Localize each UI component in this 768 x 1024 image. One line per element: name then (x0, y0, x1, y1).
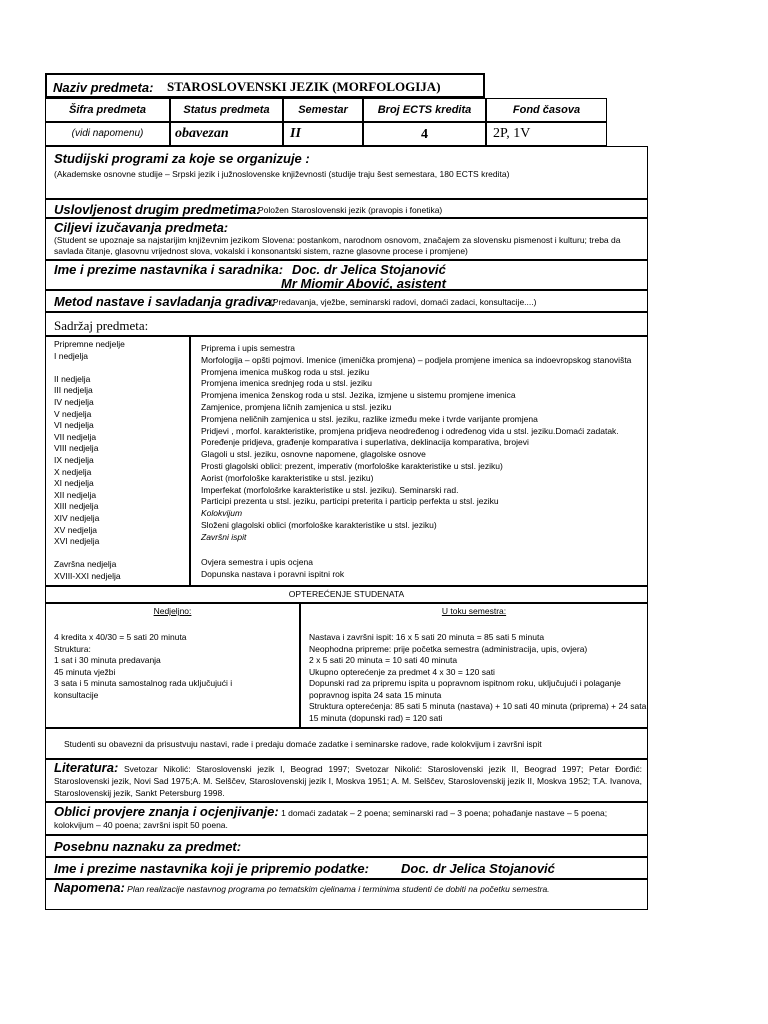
val-semestar (283, 122, 363, 146)
right-head: U toku semestra: (441, 606, 507, 616)
final-item: Ovjera semestra i upis ocjena (201, 557, 313, 567)
val-status-text: obavezan (175, 126, 229, 141)
load-semester-line: popravnog ispita 24 sata 15 minuta (309, 689, 442, 700)
topic-item: Poređenje pridjeva, građenje komparativa i superlativa, deklinacija komparativa, brojevi (201, 437, 529, 448)
val-sifra-text: (vidi napomenu) (71, 128, 144, 139)
ciljevi-text: (Student se upoznaje sa najstarijim književnim jezikom Slovena: postankom, narodnom osnovom, značajem za slovensku pismenost i kulturu; treba da savlada čitanje, glasovnu vrijednost slova, vokalski i konsonantski sistem, razne glasovne procese i promjene) (54, 235, 621, 256)
col-fond (486, 98, 607, 122)
literatura-label: Literatura: (54, 760, 119, 775)
load-weekly-line: 1 sat i 30 minuta predavanja (54, 655, 161, 665)
posebnu-section (45, 835, 648, 857)
week-label: XVI nedjelja (54, 536, 100, 547)
pripremio-section (45, 857, 648, 879)
load-semester-line: 15 minuta (dopunski rad) = 120 sati (309, 712, 443, 723)
posebnu-label: Posebnu naznaku za predmet: (54, 839, 242, 854)
topic-item: Promjena neličnih zamjenica u stsl. jeziku, razlike između meke i tvrde varijante promjena (201, 413, 538, 424)
val-fond (486, 122, 607, 146)
nastavnik-section (45, 260, 648, 290)
topic-item: Imperfekat (morfološrke karakteristike u stsl. jeziku). Seminarski rad. (201, 484, 459, 495)
load-semester-line: Neophodna pripreme: prije početka semestra (administracija, upis, ovjera) (309, 643, 588, 654)
week-label: XII nedjelja (54, 489, 97, 500)
ciljevi-section (45, 218, 648, 260)
week-label: XVIII-XXI nedjelja (54, 570, 121, 581)
week-label: IX nedjelja (54, 454, 94, 465)
col-semestar (283, 98, 363, 122)
sadrzaj-title: Sadržaj predmeta: (54, 318, 149, 333)
load-weekly-line: Struktura: (54, 643, 91, 654)
uslovljenost-text: Položen Staroslovenski jezik (pravopis i fonetika) (258, 205, 443, 215)
naziv-value: STAROSLOVENSKI JEZIK (MORFOLOGIJA) (167, 79, 441, 94)
val-semestar-text: II (290, 126, 301, 141)
week-label (54, 362, 125, 374)
topic-item: Aorist (morfološke karakteristike u stsl. jeziku) (201, 472, 374, 483)
load-semester-line: Nastava i završni ispit: 16 x 5 sati 20 minuta = 85 sati 5 minuta (309, 632, 545, 642)
val-ects (363, 122, 486, 146)
topic-item: Promjena imenica muškog roda u stsl. jeziku (201, 366, 370, 377)
naziv-row (45, 73, 485, 98)
week-label: Završna nedjelja (54, 559, 117, 570)
topic-item: Složeni glagolski oblici (morfološke karakteristike u stsl. jeziku) (201, 519, 437, 530)
load-semester-line: Dopunski rad za pripremu ispita u popravnom ispitnom roku, uključujući i polaganje (309, 678, 621, 688)
val-ects-text: 4 (421, 127, 428, 142)
load-weekly-line: 45 minuta vježbi (54, 666, 116, 677)
topic-item: Završni ispit (201, 531, 247, 542)
napomena-text: Plan realizacije nastavnog programa po tematskim cjelinama i terminima studenti će dobiti na početku semestra. (127, 884, 550, 894)
pripremio-label: Ime i prezime nastavnika koji je pripremio podatke: (54, 861, 369, 876)
napomena-block (54, 882, 642, 895)
week-label (54, 548, 125, 560)
col-status-label: Status predmeta (183, 104, 270, 116)
studijski-text: (Akademske osnovne studije – Srpski jezik i južnoslovenske književnosti (studije traju šest semestara, 180 ECTS kredita) (54, 169, 510, 179)
topic-item: Glagoli u stsl. jeziku, osnovne napomene, glagolske osnove (201, 449, 426, 460)
uslovljenost-section (45, 199, 648, 218)
sadrzaj-title-row (45, 312, 648, 336)
studijski-label: Studijski programi za koje se organizuje : (54, 151, 310, 166)
val-status (170, 122, 283, 146)
opterecenje-left (45, 603, 300, 728)
week-label: VIII nedjelja (54, 443, 99, 454)
week-label: XV nedjelja (54, 524, 98, 535)
week-label: III nedjelja (54, 385, 93, 396)
topic-item: Kolokvijum (201, 508, 243, 519)
obaveze-text: Studenti su obavezni da prisustvuju nastavi, rade i predaju domaće zadatke i seminarske radove, rade kolokvijum i završni ispit (64, 739, 542, 749)
weeks-column (45, 336, 190, 586)
opterecenje-title: OPTEREĆENJE STUDENATA (288, 589, 405, 599)
final-item: Dopunska nastava i poravni ispitni rok (201, 569, 345, 579)
literatura-block (54, 762, 642, 799)
topic-item: Promjena imenica ženskog roda u stsl. Jezika, izmjene u sistemu promjene imenica (201, 390, 516, 401)
oblici-label: Oblici provjere znanja i ocjenjivanje: (54, 804, 279, 819)
topic-item: Participi prezenta u stsl. jeziku, participi preterita i particip perfekta u stsl. jeziku (201, 496, 499, 507)
val-sifra (45, 122, 170, 146)
metod-label: Metod nastave i savladanja gradiva: (54, 294, 276, 309)
final-list (201, 556, 344, 580)
topic-item: Priprema i upis semestra (201, 343, 296, 353)
col-ects (363, 98, 486, 122)
load-semester-line: 2 x 5 sati 20 minuta = 10 sati 40 minuta (309, 655, 458, 665)
weeks-list (54, 339, 125, 582)
opterecenje-title-row (45, 586, 648, 603)
topics-list (201, 343, 631, 544)
col-status (170, 98, 283, 122)
studijski-section (45, 146, 648, 199)
left-list (54, 632, 232, 701)
week-label: II nedjelja (54, 373, 91, 384)
oblici-section (45, 802, 648, 835)
metod-text: (Predavanja, vježbe, seminarski radovi, domaći zadaci, konsultacije....) (270, 297, 537, 307)
topic-item: Promjena imenica srednjeg roda u stsl. jeziku (201, 378, 373, 389)
week-label: VII nedjelja (54, 431, 97, 442)
topic-item: Prosti glagolski oblici: prezent, imperativ (morfološke karakteristike u stsl. jeziku) (201, 460, 503, 471)
nastavnik-name2: Mr Miomir Abović, asistent (281, 276, 446, 291)
pripremio-name: Doc. dr Jelica Stojanović (401, 861, 555, 876)
napomena-section (45, 879, 648, 910)
col-fond-label: Fond časova (512, 104, 581, 116)
load-weekly-line: 4 kredita x 40/30 = 5 sati 20 minuta (54, 632, 187, 642)
col-sifra-label: Šifra predmeta (68, 104, 147, 116)
oblici-text: 1 domaći zadatak – 2 poena; seminarski rad – 3 poena; pohađanje nastave – 5 poena; kolokvijum – 40 poena; završni ispit 50 poena. (54, 808, 608, 830)
literatura-text: Svetozar Nikolić: Staroslovenski jezik I, Beograd 1997; Svetozar Nikolić: Staroslovenski jezik II, Beograd 1997; Petar Đorđić: Staroslovenski jezik, Novi Sad 1975;A. M. Selŝčev, Staroslovenskij jezik I, Moskva 1951; A. M. Selŝčev, Staroslovenskij jezik II, Moskva 1952; T.A. Ivanova, Staroslovenskij jezik, Sankt Petersburg 1998. (54, 764, 642, 798)
nastavnik-name1: Doc. dr Jelica Stojanović (292, 262, 446, 277)
week-label: IV nedjelja (54, 396, 94, 407)
uslovljenost-label: Uslovljenost drugim predmetima: (54, 202, 261, 217)
load-semester-line: Ukupno opterećenje za predmet 4 x 30 = 120 sati (309, 666, 495, 677)
topic-item: Zamjenice, promjena ličnih zamjenica u stsl. jeziku (201, 401, 392, 412)
week-label: XI nedjelja (54, 478, 94, 489)
load-weekly-line: 3 sata i 5 minuta samostalnog rada uključujući i (54, 678, 233, 688)
oblici-block (54, 806, 642, 831)
week-label: Pripremne nedjelje (54, 339, 125, 349)
napomena-label: Napomena: (54, 880, 125, 895)
opterecenje-right (300, 603, 648, 728)
week-label: VI nedjelja (54, 420, 94, 431)
literatura-section (45, 759, 648, 802)
naziv-label: Naziv predmeta: (53, 80, 154, 95)
left-head: Nedjeljno: (153, 606, 192, 616)
col-ects-label: Broj ECTS kredita (377, 104, 472, 116)
week-label: I nedjelja (54, 350, 89, 361)
obaveze-row (45, 728, 648, 759)
val-fond-text: 2P, 1V (493, 126, 531, 141)
week-label: XIV nedjelja (54, 512, 100, 523)
right-list (309, 632, 646, 724)
metod-section (45, 290, 648, 312)
week-label: V nedjelja (54, 408, 92, 419)
topic-item: Pridjevi , morfol. karakteristike, promjena pridjeva neodređenog i određenog vida u stsl. jeziku.Domaći zadatak. (201, 425, 619, 436)
ciljevi-label: Ciljevi izučavanja predmeta: (54, 220, 229, 235)
nastavnik-label: Ime i prezime nastavnika i saradnika: (54, 262, 284, 277)
topics-column (190, 336, 648, 586)
load-weekly-line: konsultacije (54, 689, 99, 700)
week-label: X nedjelja (54, 466, 92, 477)
topic-item: Morfologija – opšti pojmovi. Imenice (imenička promjena) – podjela promjene imenica sa indoevropskog stanovišta (201, 354, 632, 365)
col-semestar-label: Semestar (298, 104, 348, 116)
week-label: XIII nedjelja (54, 501, 99, 512)
col-sifra (45, 98, 170, 122)
load-semester-line: Struktura opterećenja: 85 sati 5 minuta (nastava) + 10 sati 40 minuta (priprema) + 24 sata (309, 701, 647, 711)
